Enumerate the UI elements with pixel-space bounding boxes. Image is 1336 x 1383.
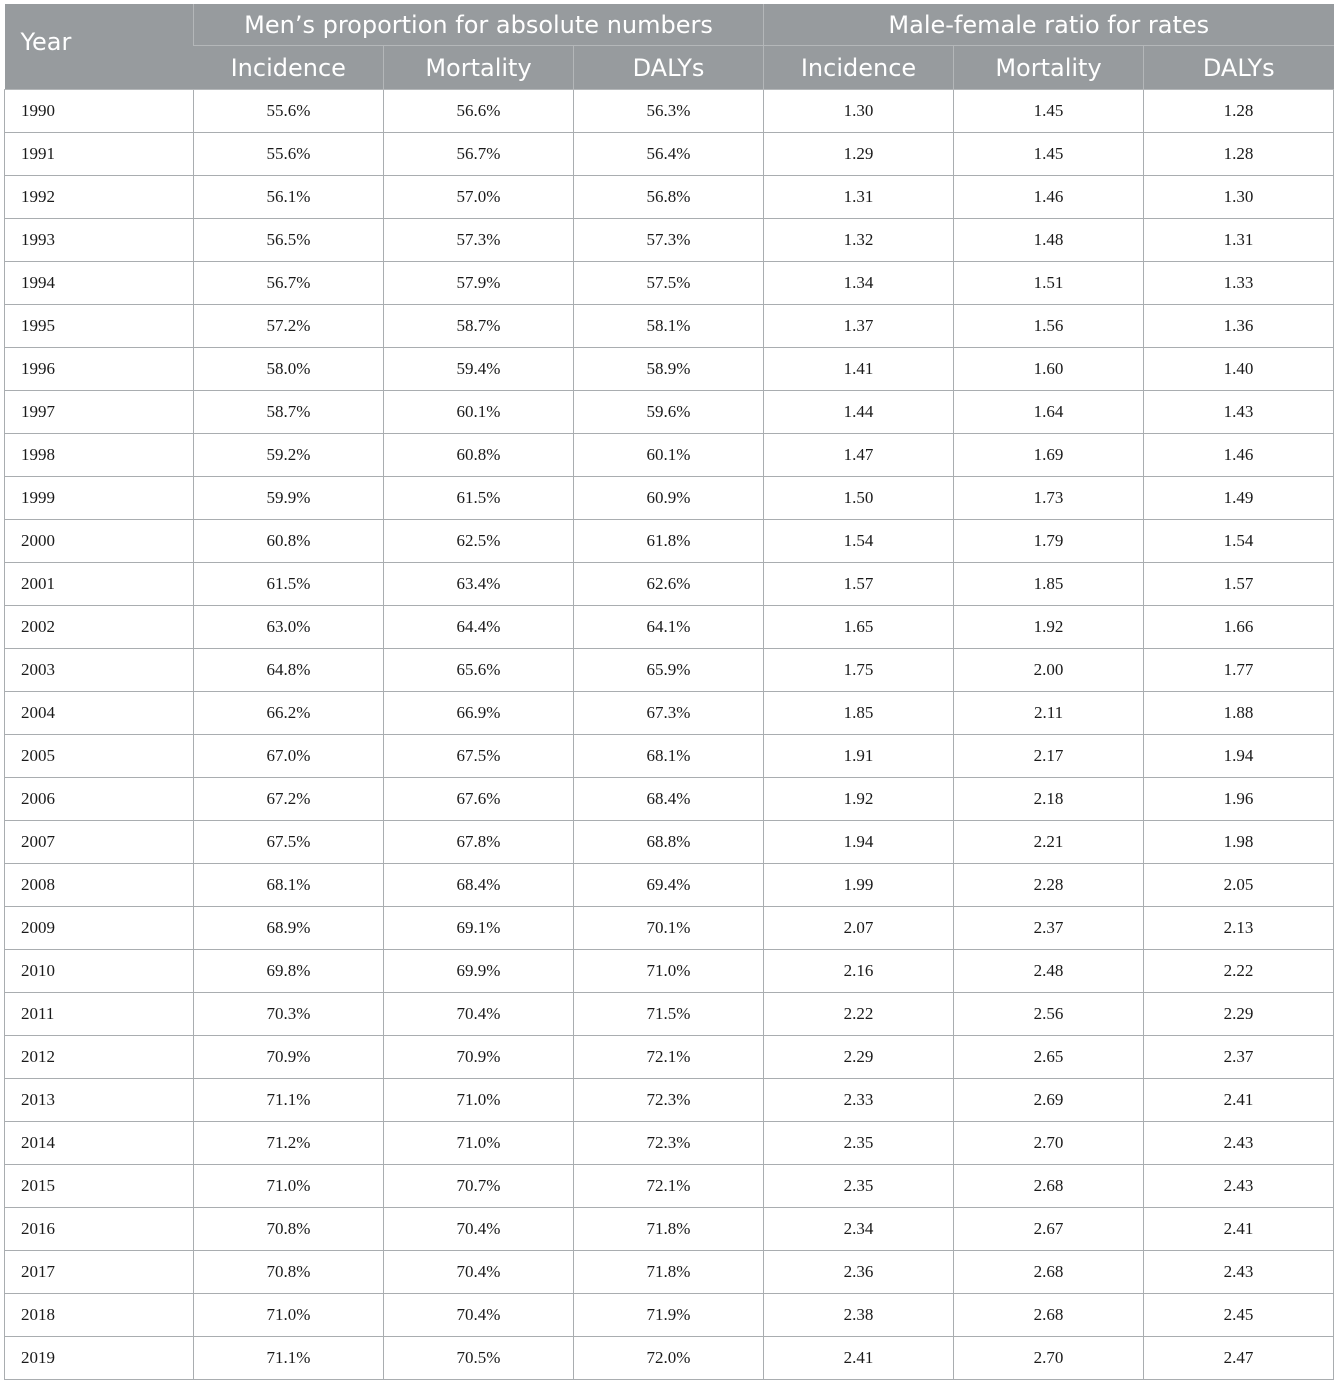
proportion-incidence-cell: 58.0%	[194, 348, 384, 391]
proportion-dalys-cell: 60.9%	[574, 477, 764, 520]
ratio-dalys-cell: 1.49	[1144, 477, 1334, 520]
proportion-mortality-cell: 56.6%	[384, 90, 574, 133]
proportion-mortality-cell: 57.0%	[384, 176, 574, 219]
table-row	[5, 1337, 1334, 1380]
proportion-dalys-cell: 58.1%	[574, 305, 764, 348]
year-cell: 2019	[5, 1337, 194, 1380]
proportion-mortality-cell: 56.7%	[384, 133, 574, 176]
proportion-incidence-cell: 70.3%	[194, 993, 384, 1036]
year-cell: 2014	[5, 1122, 194, 1165]
table-row	[5, 219, 1334, 262]
ratio-incidence-cell: 2.34	[764, 1208, 954, 1251]
ratio-incidence-cell: 2.36	[764, 1251, 954, 1294]
proportion-mortality-cell: 70.4%	[384, 1251, 574, 1294]
ratio-mortality-cell: 1.45	[954, 133, 1144, 176]
ratio-mortality-cell: 1.56	[954, 305, 1144, 348]
ratio-mortality-cell: 2.67	[954, 1208, 1144, 1251]
year-cell: 2017	[5, 1251, 194, 1294]
year-cell: 1990	[5, 90, 194, 133]
ratio-dalys-cell: 1.88	[1144, 692, 1334, 735]
ratio-incidence-cell: 1.47	[764, 434, 954, 477]
proportion-incidence-cell: 70.9%	[194, 1036, 384, 1079]
ratio-incidence-cell: 1.29	[764, 133, 954, 176]
table-row	[5, 305, 1334, 348]
ratio-mortality-cell: 2.56	[954, 993, 1144, 1036]
table-header	[5, 4, 1334, 90]
ratio-incidence-cell: 1.41	[764, 348, 954, 391]
ratio-dalys-cell: 1.40	[1144, 348, 1334, 391]
proportion-incidence-cell: 71.1%	[194, 1079, 384, 1122]
year-cell: 2007	[5, 821, 194, 864]
table-row	[5, 391, 1334, 434]
year-cell: 2001	[5, 563, 194, 606]
table-row	[5, 133, 1334, 176]
year-cell: 2008	[5, 864, 194, 907]
ratio-incidence-cell: 1.37	[764, 305, 954, 348]
year-cell: 1995	[5, 305, 194, 348]
proportion-incidence-cell: 71.1%	[194, 1337, 384, 1380]
proportion-mortality-cell: 70.7%	[384, 1165, 574, 1208]
proportion-incidence-cell: 55.6%	[194, 133, 384, 176]
ratio-mortality-cell: 1.48	[954, 219, 1144, 262]
table-row	[5, 993, 1334, 1036]
ratio-dalys-cell: 1.31	[1144, 219, 1334, 262]
ratio-incidence-cell: 1.94	[764, 821, 954, 864]
ratio-dalys-cell: 2.43	[1144, 1165, 1334, 1208]
ratio-incidence-cell: 2.35	[764, 1122, 954, 1165]
ratio-dalys-cell: 2.37	[1144, 1036, 1334, 1079]
ratio-incidence-cell: 1.99	[764, 864, 954, 907]
proportion-mortality-cell: 69.9%	[384, 950, 574, 993]
column-header-ratio-incidence: Incidence	[764, 46, 954, 90]
proportion-dalys-cell: 69.4%	[574, 864, 764, 907]
ratio-mortality-cell: 2.68	[954, 1251, 1144, 1294]
ratio-dalys-cell: 1.36	[1144, 305, 1334, 348]
ratio-mortality-cell: 2.11	[954, 692, 1144, 735]
proportion-dalys-cell: 72.0%	[574, 1337, 764, 1380]
year-cell: 2010	[5, 950, 194, 993]
ratio-mortality-cell: 2.28	[954, 864, 1144, 907]
ratio-mortality-cell: 1.73	[954, 477, 1144, 520]
ratio-incidence-cell: 1.92	[764, 778, 954, 821]
year-cell: 1997	[5, 391, 194, 434]
data-table	[4, 4, 1334, 1380]
ratio-dalys-cell: 1.43	[1144, 391, 1334, 434]
table-row	[5, 563, 1334, 606]
ratio-mortality-cell: 1.60	[954, 348, 1144, 391]
proportion-incidence-cell: 59.2%	[194, 434, 384, 477]
ratio-dalys-cell: 2.45	[1144, 1294, 1334, 1337]
table-row	[5, 1122, 1334, 1165]
ratio-dalys-cell: 2.22	[1144, 950, 1334, 993]
ratio-incidence-cell: 1.30	[764, 90, 954, 133]
proportion-dalys-cell: 68.4%	[574, 778, 764, 821]
proportion-dalys-cell: 64.1%	[574, 606, 764, 649]
proportion-mortality-cell: 71.0%	[384, 1122, 574, 1165]
ratio-dalys-cell: 1.98	[1144, 821, 1334, 864]
proportion-mortality-cell: 66.9%	[384, 692, 574, 735]
table-row	[5, 821, 1334, 864]
ratio-mortality-cell: 2.37	[954, 907, 1144, 950]
ratio-dalys-cell: 1.96	[1144, 778, 1334, 821]
proportion-mortality-cell: 67.6%	[384, 778, 574, 821]
proportion-mortality-cell: 61.5%	[384, 477, 574, 520]
ratio-incidence-cell: 2.07	[764, 907, 954, 950]
proportion-dalys-cell: 68.1%	[574, 735, 764, 778]
proportion-dalys-cell: 57.3%	[574, 219, 764, 262]
year-cell: 2005	[5, 735, 194, 778]
ratio-incidence-cell: 1.34	[764, 262, 954, 305]
table-row	[5, 606, 1334, 649]
ratio-mortality-cell: 2.69	[954, 1079, 1144, 1122]
proportion-incidence-cell: 59.9%	[194, 477, 384, 520]
column-header-ratio-dalys: DALYs	[1144, 46, 1334, 90]
proportion-dalys-cell: 71.5%	[574, 993, 764, 1036]
proportion-incidence-cell: 68.9%	[194, 907, 384, 950]
proportion-dalys-cell: 65.9%	[574, 649, 764, 692]
proportion-mortality-cell: 65.6%	[384, 649, 574, 692]
proportion-mortality-cell: 67.5%	[384, 735, 574, 778]
ratio-incidence-cell: 1.31	[764, 176, 954, 219]
proportion-mortality-cell: 60.1%	[384, 391, 574, 434]
table-row	[5, 864, 1334, 907]
proportion-dalys-cell: 56.3%	[574, 90, 764, 133]
column-header-proportion-dalys: DALYs	[574, 46, 764, 90]
ratio-mortality-cell: 2.70	[954, 1122, 1144, 1165]
ratio-dalys-cell: 2.43	[1144, 1122, 1334, 1165]
ratio-incidence-cell: 2.22	[764, 993, 954, 1036]
proportion-dalys-cell: 72.3%	[574, 1079, 764, 1122]
ratio-incidence-cell: 1.44	[764, 391, 954, 434]
year-cell: 2016	[5, 1208, 194, 1251]
year-cell: 1999	[5, 477, 194, 520]
year-cell: 1998	[5, 434, 194, 477]
proportion-dalys-cell: 72.1%	[574, 1036, 764, 1079]
proportion-incidence-cell: 56.7%	[194, 262, 384, 305]
proportion-dalys-cell: 67.3%	[574, 692, 764, 735]
year-cell: 2018	[5, 1294, 194, 1337]
ratio-mortality-cell: 1.92	[954, 606, 1144, 649]
proportion-incidence-cell: 60.8%	[194, 520, 384, 563]
table-row	[5, 735, 1334, 778]
ratio-mortality-cell: 2.00	[954, 649, 1144, 692]
proportion-dalys-cell: 72.3%	[574, 1122, 764, 1165]
ratio-mortality-cell: 1.85	[954, 563, 1144, 606]
header-subcolumn-row	[5, 46, 1334, 90]
proportion-dalys-cell: 58.9%	[574, 348, 764, 391]
year-cell: 1991	[5, 133, 194, 176]
proportion-incidence-cell: 71.0%	[194, 1294, 384, 1337]
group-header-male-female-ratio: Male-female ratio for rates	[764, 4, 1334, 46]
ratio-mortality-cell: 1.51	[954, 262, 1144, 305]
ratio-mortality-cell: 1.64	[954, 391, 1144, 434]
table-row	[5, 1079, 1334, 1122]
proportion-dalys-cell: 60.1%	[574, 434, 764, 477]
proportion-mortality-cell: 70.9%	[384, 1036, 574, 1079]
ratio-mortality-cell: 1.45	[954, 90, 1144, 133]
proportion-mortality-cell: 69.1%	[384, 907, 574, 950]
proportion-mortality-cell: 70.5%	[384, 1337, 574, 1380]
ratio-mortality-cell: 2.21	[954, 821, 1144, 864]
ratio-incidence-cell: 2.16	[764, 950, 954, 993]
proportion-dalys-cell: 71.8%	[574, 1208, 764, 1251]
year-cell: 2004	[5, 692, 194, 735]
ratio-incidence-cell: 1.50	[764, 477, 954, 520]
column-header-year: Year	[5, 4, 194, 90]
ratio-dalys-cell: 2.43	[1144, 1251, 1334, 1294]
year-cell: 2013	[5, 1079, 194, 1122]
table-row	[5, 1208, 1334, 1251]
proportion-dalys-cell: 71.9%	[574, 1294, 764, 1337]
ratio-mortality-cell: 1.79	[954, 520, 1144, 563]
proportion-dalys-cell: 59.6%	[574, 391, 764, 434]
ratio-incidence-cell: 1.54	[764, 520, 954, 563]
proportion-incidence-cell: 56.1%	[194, 176, 384, 219]
ratio-dalys-cell: 2.13	[1144, 907, 1334, 950]
ratio-incidence-cell: 1.91	[764, 735, 954, 778]
proportion-mortality-cell: 60.8%	[384, 434, 574, 477]
table-row	[5, 1165, 1334, 1208]
ratio-mortality-cell: 2.68	[954, 1165, 1144, 1208]
ratio-dalys-cell: 1.28	[1144, 133, 1334, 176]
header-group-row	[5, 4, 1334, 46]
proportion-incidence-cell: 58.7%	[194, 391, 384, 434]
ratio-mortality-cell: 1.69	[954, 434, 1144, 477]
proportion-incidence-cell: 61.5%	[194, 563, 384, 606]
proportion-dalys-cell: 62.6%	[574, 563, 764, 606]
proportion-mortality-cell: 58.7%	[384, 305, 574, 348]
column-header-proportion-incidence: Incidence	[194, 46, 384, 90]
table-row	[5, 649, 1334, 692]
proportion-incidence-cell: 56.5%	[194, 219, 384, 262]
column-header-ratio-mortality: Mortality	[954, 46, 1144, 90]
proportion-incidence-cell: 57.2%	[194, 305, 384, 348]
proportion-mortality-cell: 67.8%	[384, 821, 574, 864]
table-body	[5, 90, 1334, 1380]
ratio-dalys-cell: 2.41	[1144, 1079, 1334, 1122]
proportion-mortality-cell: 59.4%	[384, 348, 574, 391]
proportion-mortality-cell: 70.4%	[384, 1294, 574, 1337]
proportion-dalys-cell: 57.5%	[574, 262, 764, 305]
table-row	[5, 907, 1334, 950]
table-row	[5, 520, 1334, 563]
ratio-mortality-cell: 2.70	[954, 1337, 1144, 1380]
proportion-incidence-cell: 67.0%	[194, 735, 384, 778]
proportion-dalys-cell: 72.1%	[574, 1165, 764, 1208]
ratio-dalys-cell: 1.66	[1144, 606, 1334, 649]
ratio-dalys-cell: 1.33	[1144, 262, 1334, 305]
table-row	[5, 477, 1334, 520]
proportion-mortality-cell: 70.4%	[384, 1208, 574, 1251]
proportion-mortality-cell: 64.4%	[384, 606, 574, 649]
year-cell: 2009	[5, 907, 194, 950]
proportion-incidence-cell: 67.2%	[194, 778, 384, 821]
ratio-incidence-cell: 2.35	[764, 1165, 954, 1208]
ratio-mortality-cell: 2.48	[954, 950, 1144, 993]
ratio-incidence-cell: 2.29	[764, 1036, 954, 1079]
ratio-incidence-cell: 1.75	[764, 649, 954, 692]
proportion-dalys-cell: 56.4%	[574, 133, 764, 176]
year-cell: 2015	[5, 1165, 194, 1208]
table-row	[5, 262, 1334, 305]
group-header-mens-proportion: Men’s proportion for absolute numbers	[194, 4, 764, 46]
proportion-incidence-cell: 69.8%	[194, 950, 384, 993]
year-cell: 1992	[5, 176, 194, 219]
proportion-mortality-cell: 68.4%	[384, 864, 574, 907]
proportion-incidence-cell: 70.8%	[194, 1251, 384, 1294]
ratio-incidence-cell: 1.65	[764, 606, 954, 649]
ratio-dalys-cell: 1.57	[1144, 563, 1334, 606]
ratio-dalys-cell: 1.54	[1144, 520, 1334, 563]
ratio-incidence-cell: 2.38	[764, 1294, 954, 1337]
year-cell: 2003	[5, 649, 194, 692]
ratio-dalys-cell: 2.41	[1144, 1208, 1334, 1251]
proportion-mortality-cell: 57.3%	[384, 219, 574, 262]
proportion-dalys-cell: 71.0%	[574, 950, 764, 993]
proportion-mortality-cell: 63.4%	[384, 563, 574, 606]
table-row	[5, 950, 1334, 993]
table-row	[5, 1294, 1334, 1337]
proportion-incidence-cell: 66.2%	[194, 692, 384, 735]
proportion-incidence-cell: 63.0%	[194, 606, 384, 649]
ratio-mortality-cell: 2.18	[954, 778, 1144, 821]
year-cell: 2002	[5, 606, 194, 649]
table-row	[5, 778, 1334, 821]
ratio-mortality-cell: 1.46	[954, 176, 1144, 219]
proportion-incidence-cell: 70.8%	[194, 1208, 384, 1251]
proportion-dalys-cell: 61.8%	[574, 520, 764, 563]
proportion-dalys-cell: 56.8%	[574, 176, 764, 219]
ratio-incidence-cell: 1.85	[764, 692, 954, 735]
ratio-dalys-cell: 1.77	[1144, 649, 1334, 692]
year-cell: 1996	[5, 348, 194, 391]
table-row	[5, 90, 1334, 133]
ratio-mortality-cell: 2.65	[954, 1036, 1144, 1079]
ratio-dalys-cell: 2.05	[1144, 864, 1334, 907]
proportion-incidence-cell: 64.8%	[194, 649, 384, 692]
proportion-dalys-cell: 71.8%	[574, 1251, 764, 1294]
ratio-mortality-cell: 2.68	[954, 1294, 1144, 1337]
ratio-dalys-cell: 1.46	[1144, 434, 1334, 477]
ratio-incidence-cell: 2.33	[764, 1079, 954, 1122]
ratio-dalys-cell: 2.29	[1144, 993, 1334, 1036]
proportion-incidence-cell: 71.2%	[194, 1122, 384, 1165]
proportion-mortality-cell: 62.5%	[384, 520, 574, 563]
year-cell: 1993	[5, 219, 194, 262]
table-row	[5, 692, 1334, 735]
proportion-mortality-cell: 70.4%	[384, 993, 574, 1036]
ratio-dalys-cell: 1.94	[1144, 735, 1334, 778]
ratio-dalys-cell: 1.28	[1144, 90, 1334, 133]
proportion-mortality-cell: 71.0%	[384, 1079, 574, 1122]
year-cell: 2012	[5, 1036, 194, 1079]
year-cell: 1994	[5, 262, 194, 305]
year-cell: 2006	[5, 778, 194, 821]
proportion-incidence-cell: 68.1%	[194, 864, 384, 907]
proportion-mortality-cell: 57.9%	[384, 262, 574, 305]
proportion-dalys-cell: 68.8%	[574, 821, 764, 864]
table-row	[5, 434, 1334, 477]
ratio-incidence-cell: 1.57	[764, 563, 954, 606]
ratio-incidence-cell: 2.41	[764, 1337, 954, 1380]
year-cell: 2000	[5, 520, 194, 563]
ratio-dalys-cell: 2.47	[1144, 1337, 1334, 1380]
table-row	[5, 348, 1334, 391]
ratio-dalys-cell: 1.30	[1144, 176, 1334, 219]
proportion-incidence-cell: 67.5%	[194, 821, 384, 864]
ratio-mortality-cell: 2.17	[954, 735, 1144, 778]
proportion-incidence-cell: 71.0%	[194, 1165, 384, 1208]
proportion-incidence-cell: 55.6%	[194, 90, 384, 133]
column-header-proportion-mortality: Mortality	[384, 46, 574, 90]
proportion-dalys-cell: 70.1%	[574, 907, 764, 950]
ratio-incidence-cell: 1.32	[764, 219, 954, 262]
table-row	[5, 1036, 1334, 1079]
table-row	[5, 176, 1334, 219]
year-cell: 2011	[5, 993, 194, 1036]
table-row	[5, 1251, 1334, 1294]
